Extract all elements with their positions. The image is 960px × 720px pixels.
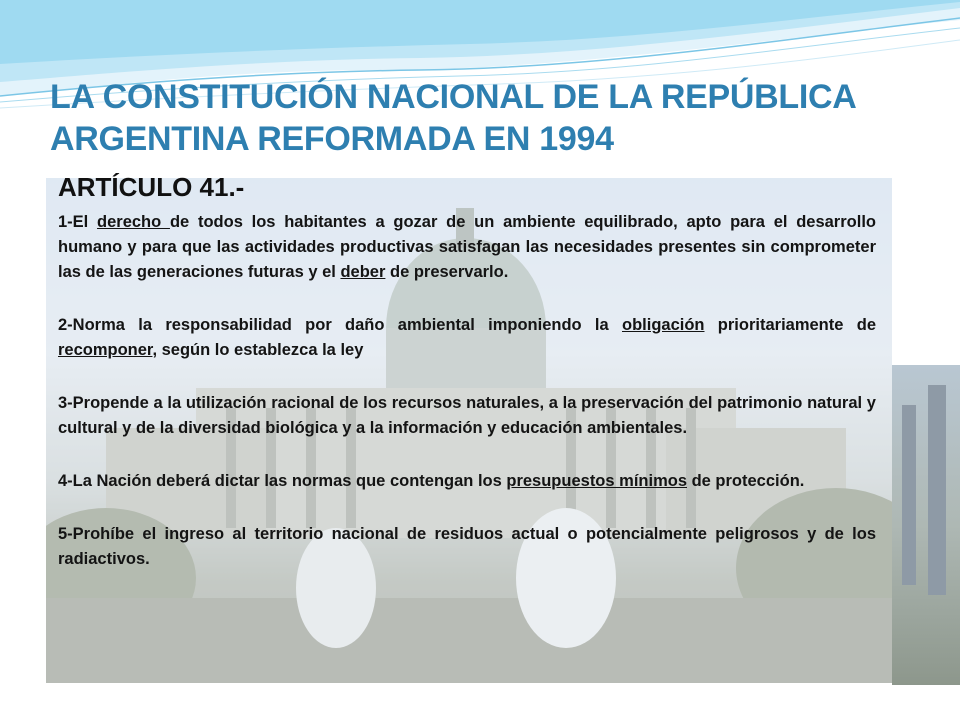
article-paragraph-4 (58, 469, 876, 494)
article-paragraphs (58, 210, 876, 572)
underlined-term: presupuestos mínimos (506, 472, 687, 490)
paragraph-text: de todos los habitantes a gozar de un ambiente equilibrado, apto para el desarrollo humano y para que las actividades productivas satisfagan las necesidades presentes sin comprometer las de las generaciones futuras y el (58, 213, 876, 281)
article-paragraph-2 (58, 313, 876, 363)
article-paragraph-1 (58, 210, 876, 285)
underlined-term: derecho (97, 213, 170, 231)
paragraph-text: , según lo establezca la ley (152, 341, 364, 359)
slide-title: LA CONSTITUCIÓN NACIONAL DE LA REPÚBLICA ARGENTINA REFORMADA EN 1994 (50, 78, 856, 158)
paragraph-text: 1-El (58, 213, 98, 231)
paragraph-text: 4-La Nación deberá dictar las normas que contengan los (58, 472, 507, 490)
underlined-term: obligación (622, 316, 705, 334)
paragraph-text: de protección. (687, 472, 805, 490)
paragraph-text: 2-Norma la responsabilidad por daño ambiental imponiendo la (58, 316, 622, 334)
underlined-term: recomponer (58, 341, 153, 359)
underlined-term: deber (340, 263, 386, 281)
paragraph-text: 5-Prohíbe el ingreso al territorio nacional de residuos actual o potencialmente peligrosos y de los radiactivos. (58, 525, 876, 568)
paragraph-text: 3-Propende a la utilización racional de los recursos naturales, a la preservación del patrimonio natural y cultural y de la diversidad biológica y a la información y educación ambientales. (58, 394, 876, 437)
article-41 (58, 170, 876, 600)
article-heading: ARTÍCULO 41.- (58, 172, 245, 202)
paragraph-text: de preservarlo. (385, 263, 509, 281)
article-paragraph-5 (58, 522, 876, 572)
paragraph-text: prioritariamente de (704, 316, 876, 334)
article-paragraph-3 (58, 391, 876, 441)
right-photo-strip (892, 365, 960, 685)
